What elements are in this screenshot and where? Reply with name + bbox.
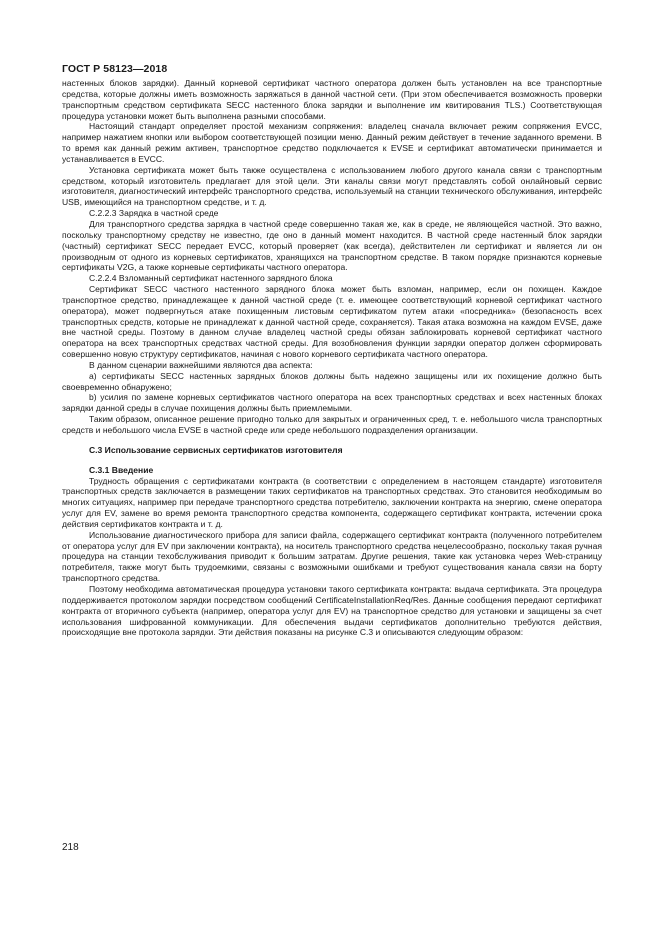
paragraph: настенных блоков зарядки). Данный корневой сертификат частного оператора должен быть установлен на все транспортные средства, которые должны иметь возможность заряжаться в данной частной сети. (При этом обеспечивается возможность проверки транспортным средством сертификата SECC настенного блока зарядки и выполнение им квитирования TLS.) Соответствующая процедура установки может быть выполнена разными способами. — [62, 78, 602, 121]
subsection-heading: С.2.2.4 Взломанный сертификат настенного зарядного блока — [89, 273, 333, 284]
paragraph: Для транспортного средства зарядка в частной среде совершенно такая же, как в среде, не являющейся частной. Это важно, поскольку транспортному средству не известно, где оно в данный момент находится. В частной среде настенный блок зарядки (частный) сертификат SECC передает EVCC, который проверяет (как всегда), действителен ли сертификат и является ли он производным от одного из корневых сертификатов, хранящихся на транспортном средстве. В таком порядке признаются корневые сертификаты V2G, а также корневые сертификаты частного оператора. — [62, 218, 602, 273]
document-header: ГОСТ Р 58123—2018 — [62, 63, 168, 75]
paragraph: Сертификат SECC частного настенного зарядного блока может быть взломан, например, если он похищен. Каждое транспортное средство, принадлежащее к данной частной среде (т. е. имеющее соответствующий корневой сертификат частного оператора), может подвергнуться атаке похищенным листовым сертификатом путем атаки «посредника» (безопасность всех транспортных средств, которые не принадлежат к данной частной среде, сохраняется). Такая атака возможна на каждом EVSE, даже вне частной среды. Поэтому в данном случае владелец частной среды обязан заблокировать корневой сертификат частного оператора на всех транспортных средствах частной среды. Для возобновления функции зарядки оператор должен сформировать совершенно новую структуру сертификатов, начиная с нового корневого сертификата частного оператора. — [62, 284, 602, 360]
list-item: b) усилия по замене корневых сертификатов частного оператора на всех транспортных средствах и всех настенных блоках зарядки данной среды в случае похищения должны быть приемлемыми. — [62, 392, 602, 414]
paragraph: Установка сертификата может быть также осуществлена с использованием любого другого канала связи с транспортным средством, который изготовитель предлагает для этой цели. Эти каналы связи могут представлять собой онлайновый сервис изготовителя, диагностический интерфейс транспортного средства, используемый на станции технического обслуживания, интерфейс USB, имеющийся на транспортном средстве, и т. д. — [62, 164, 602, 208]
paragraph: Поэтому необходима автоматическая процедура установки такого сертификата контракта: выдача сертификата. Эта процедура поддерживается протоколом зарядки посредством сообщений CertificateInstallationReq/Res. Данные сообщения передают сертификат контракта от вторичного субъекта (например, оператора услуг для EV) на транспортное средство для установки и защищены за счет использования шифрованной коммуникации. Для обеспечения выдачи сертификатов дополнительно требуются действия, происходящие вне протокола зарядки. Эти действия показаны на рисунке С.3 и описываются следующим образом: — [62, 583, 602, 638]
paragraph: Настоящий стандарт определяет простой механизм сопряжения: владелец сначала включает режим сопряжения EVCC, например нажатием кнопки или выбором соответствующей позиции меню. Данный режим действует в течение заданного времени. В то время как данный режим активен, транспортное средство подключается к EVSE и сертификат автоматически принимается и устанавливается в EVCC. — [62, 121, 602, 164]
paragraph: Таким образом, описанное решение пригодно только для закрытых и ограниченных сред, т. е. небольшого числа транспортных средств и небольшого числа EVSE в частной среде или среде небольшого подразделения организации. — [62, 414, 602, 435]
paragraph: Трудность обращения с сертификатами контракта (в соответствии с определением в настоящем стандарте) изготовителя транспортных средств заключается в размещении таких сертификатов на транспортных средствах. Это становится необходимым во многих ситуациях, например при передаче транспортного средства потребителю, заключении контракта на энергию, смене оператора услуг для EV, замене во время ремонта транспортного средства компонента, содержащего сертификат контракта, истечении срока действия сертификатов контракта и т. д. — [62, 475, 602, 529]
list-item: a) сертификаты SECC настенных зарядных блоков должны быть надежно защищены или их похищение должно быть своевременно обнаружено; — [62, 370, 602, 392]
section-heading: С.3 Использование сервисных сертификатов изготовителя — [89, 444, 343, 455]
page-number: 218 — [62, 842, 79, 853]
subsection-heading: С.3.1 Введение — [89, 464, 154, 475]
paragraph: В данном сценарии важнейшими являются два аспекта: — [89, 359, 313, 370]
document-body — [62, 78, 602, 638]
paragraph: Использование диагностического прибора для записи файла, содержащего сертификат контракта (полученного потребителем от оператора услуг для EV при заключении контракта), на носитель транспортного средства нецелесообразно, поскольку такая ручная процедура на станции техобслуживания приводит к большим затратам. Другие решения, такие как установка через Web-страницу потребителя, также могут быть трудоемкими, связаны с возможными ошибками и требуют существования канала связи на борту транспортного средства. — [62, 529, 602, 584]
subsection-heading: С.2.2.3 Зарядка в частной среде — [89, 208, 219, 219]
